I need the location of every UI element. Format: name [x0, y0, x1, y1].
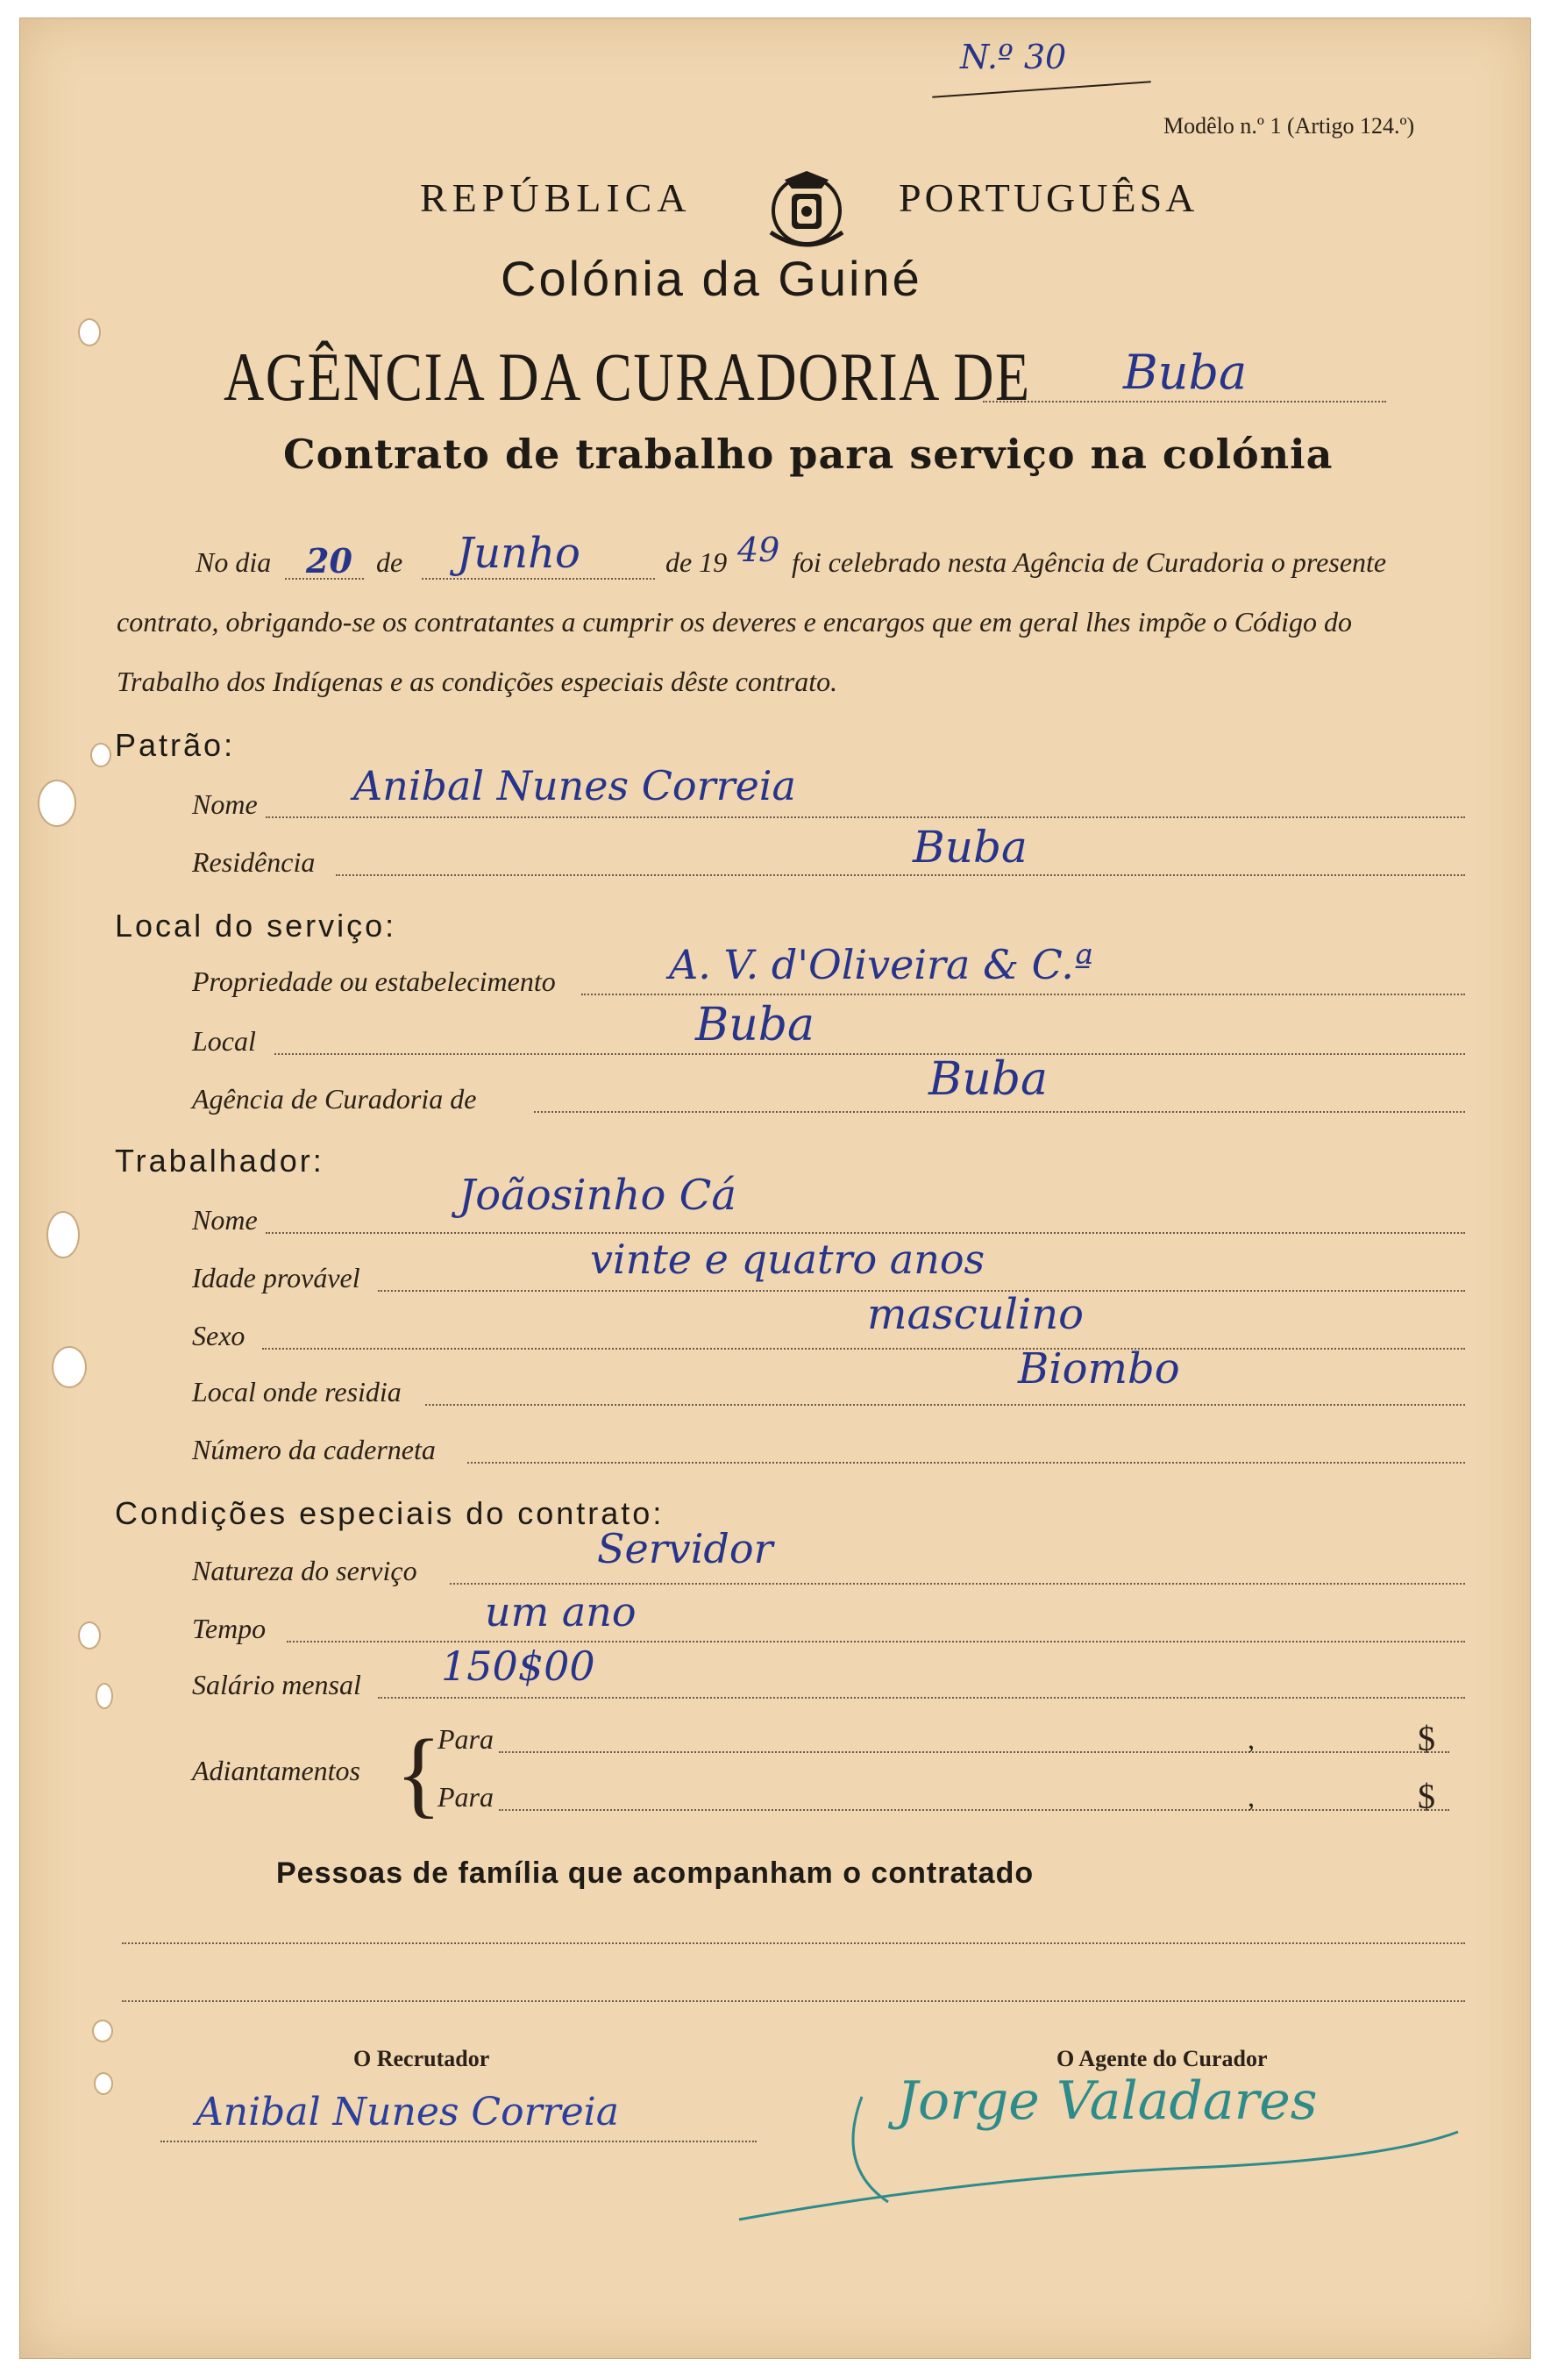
coat-of-arms-icon: [758, 162, 855, 259]
punch-hole: [78, 318, 101, 346]
intro-month-line: [422, 578, 655, 580]
intro-text-3: de 19: [665, 546, 728, 578]
advance-1-currency: $: [1418, 1719, 1435, 1758]
workplace-local-label: Local: [192, 1025, 256, 1057]
worker-section-title: Trabalhador:: [115, 1143, 324, 1179]
recruiter-signature: Anibal Nunes Correia: [196, 2090, 619, 2134]
employer-name-value: Anibal Nunes Correia: [353, 762, 796, 809]
employer-name-line: [266, 816, 1465, 818]
punch-hole: [78, 1621, 101, 1650]
conditions-section-title: Condições especiais do contrato:: [115, 1495, 665, 1531]
workplace-local-value: Buba: [695, 999, 815, 1051]
contract-time-label: Tempo: [192, 1613, 267, 1644]
worker-sex-label: Sexo: [192, 1320, 245, 1351]
workplace-property-line: [581, 994, 1465, 995]
recruiter-signature-line: [160, 2141, 757, 2142]
workplace-agency-line: [534, 1111, 1465, 1113]
advance-2-currency: $: [1418, 1777, 1435, 1816]
advance-2-comma: ,: [1248, 1781, 1255, 1813]
workplace-section-title: Local do serviço:: [115, 908, 397, 944]
employer-name-label: Nome: [192, 788, 258, 820]
worker-residence-value: Biombo: [1018, 1344, 1180, 1393]
agent-label: O Agente do Curador: [1056, 2046, 1268, 2071]
punch-hole: [46, 1211, 80, 1258]
punch-hole: [38, 780, 76, 827]
header-portuguesa: PORTUGUÊSA: [899, 175, 1199, 220]
advance-1-comma: ,: [1248, 1723, 1255, 1755]
agent-signature: Jorge Valadares: [897, 2070, 1318, 2132]
advances-brace: {: [395, 1720, 442, 1827]
family-section-title: Pessoas de família que acompanham o contratado: [276, 1856, 1035, 1890]
workplace-local-line: [274, 1053, 1465, 1055]
workplace-agency-label: Agência de Curadoria de: [192, 1083, 477, 1115]
agency-title: AGÊNCIA DA CURADORIA DE: [224, 338, 1031, 415]
document-number-underline: [932, 81, 1151, 97]
service-nature-label: Natureza do serviço: [192, 1555, 417, 1586]
service-nature-line: [450, 1583, 1465, 1585]
recruiter-label: O Recrutador: [353, 2046, 490, 2071]
intro-day-value: 20: [306, 541, 352, 581]
employer-residence-label: Residência: [192, 846, 316, 878]
agency-place-line: [983, 401, 1386, 403]
service-nature-value: Servidor: [597, 1525, 773, 1572]
worker-residence-label: Local onde residia: [192, 1376, 402, 1407]
punch-hole: [92, 2020, 113, 2042]
contract-subtitle: Contrato de trabalho para serviço na colónia: [283, 431, 1334, 478]
workplace-property-label: Propriedade ou estabelecimento: [192, 966, 556, 997]
punch-hole: [52, 1346, 87, 1388]
document-number: N.º 30: [960, 38, 1067, 76]
contract-time-value: um ano: [485, 1588, 637, 1635]
monthly-salary-value: 150$00: [441, 1642, 595, 1690]
advance-2-line: [499, 1809, 1449, 1811]
monthly-salary-label: Salário mensal: [192, 1669, 361, 1700]
intro-text-2: de: [376, 546, 403, 578]
intro-text-line-3: Trabalho dos Indígenas e as condições especiais dêste contrato.: [117, 666, 838, 697]
worker-residence-line: [425, 1404, 1465, 1406]
worker-name-line: [266, 1232, 1465, 1234]
intro-text-1: No dia: [196, 546, 272, 578]
document-page: [19, 18, 1531, 2359]
worker-sex-value: masculino: [867, 1290, 1085, 1339]
punch-hole: [90, 743, 111, 767]
advance-1-line: [499, 1751, 1449, 1753]
colony-title: Colónia da Guiné: [501, 251, 922, 306]
punch-hole: [96, 1683, 113, 1709]
worker-name-label: Nome: [192, 1204, 258, 1236]
intro-text-4: foi celebrado nesta Agência de Curadoria o presente: [792, 546, 1387, 578]
advances-label: Adiantamentos: [192, 1755, 360, 1786]
worker-booklet-line: [467, 1462, 1465, 1464]
worker-age-label: Idade provável: [192, 1262, 360, 1293]
advance-2-label: Para: [437, 1781, 494, 1813]
agent-signature-flourish: [722, 2070, 1493, 2246]
family-line-1: [122, 1942, 1465, 1944]
intro-month-value: Junho: [457, 529, 580, 578]
worker-name-value: Joãosinho Cá: [459, 1171, 736, 1220]
worker-booklet-label: Número da caderneta: [192, 1434, 436, 1465]
punch-hole: [94, 2072, 113, 2095]
header-republica: REPÚBLICA: [420, 175, 692, 220]
worker-sex-line: [262, 1348, 1465, 1350]
employer-residence-line: [336, 874, 1465, 876]
worker-age-value: vinte e quatro anos: [590, 1236, 985, 1283]
agency-place-value: Buba: [1123, 345, 1248, 400]
intro-year-value: 49: [737, 531, 780, 569]
advance-1-label: Para: [437, 1723, 494, 1755]
employer-residence-value: Buba: [913, 822, 1028, 873]
monthly-salary-line: [378, 1697, 1465, 1699]
family-line-2: [122, 2000, 1465, 2002]
intro-text-line-2: contrato, obrigando-se os contratantes a cumprir os deveres e encargos que em geral lhes impõe o Código do: [117, 606, 1352, 638]
model-reference: Modêlo n.º 1 (Artigo 124.º): [1163, 113, 1415, 139]
workplace-property-value: A. V. d'Oliveira & C.ª: [669, 941, 1093, 988]
employer-section-title: Patrão:: [115, 727, 236, 763]
workplace-agency-value: Buba: [928, 1053, 1048, 1106]
